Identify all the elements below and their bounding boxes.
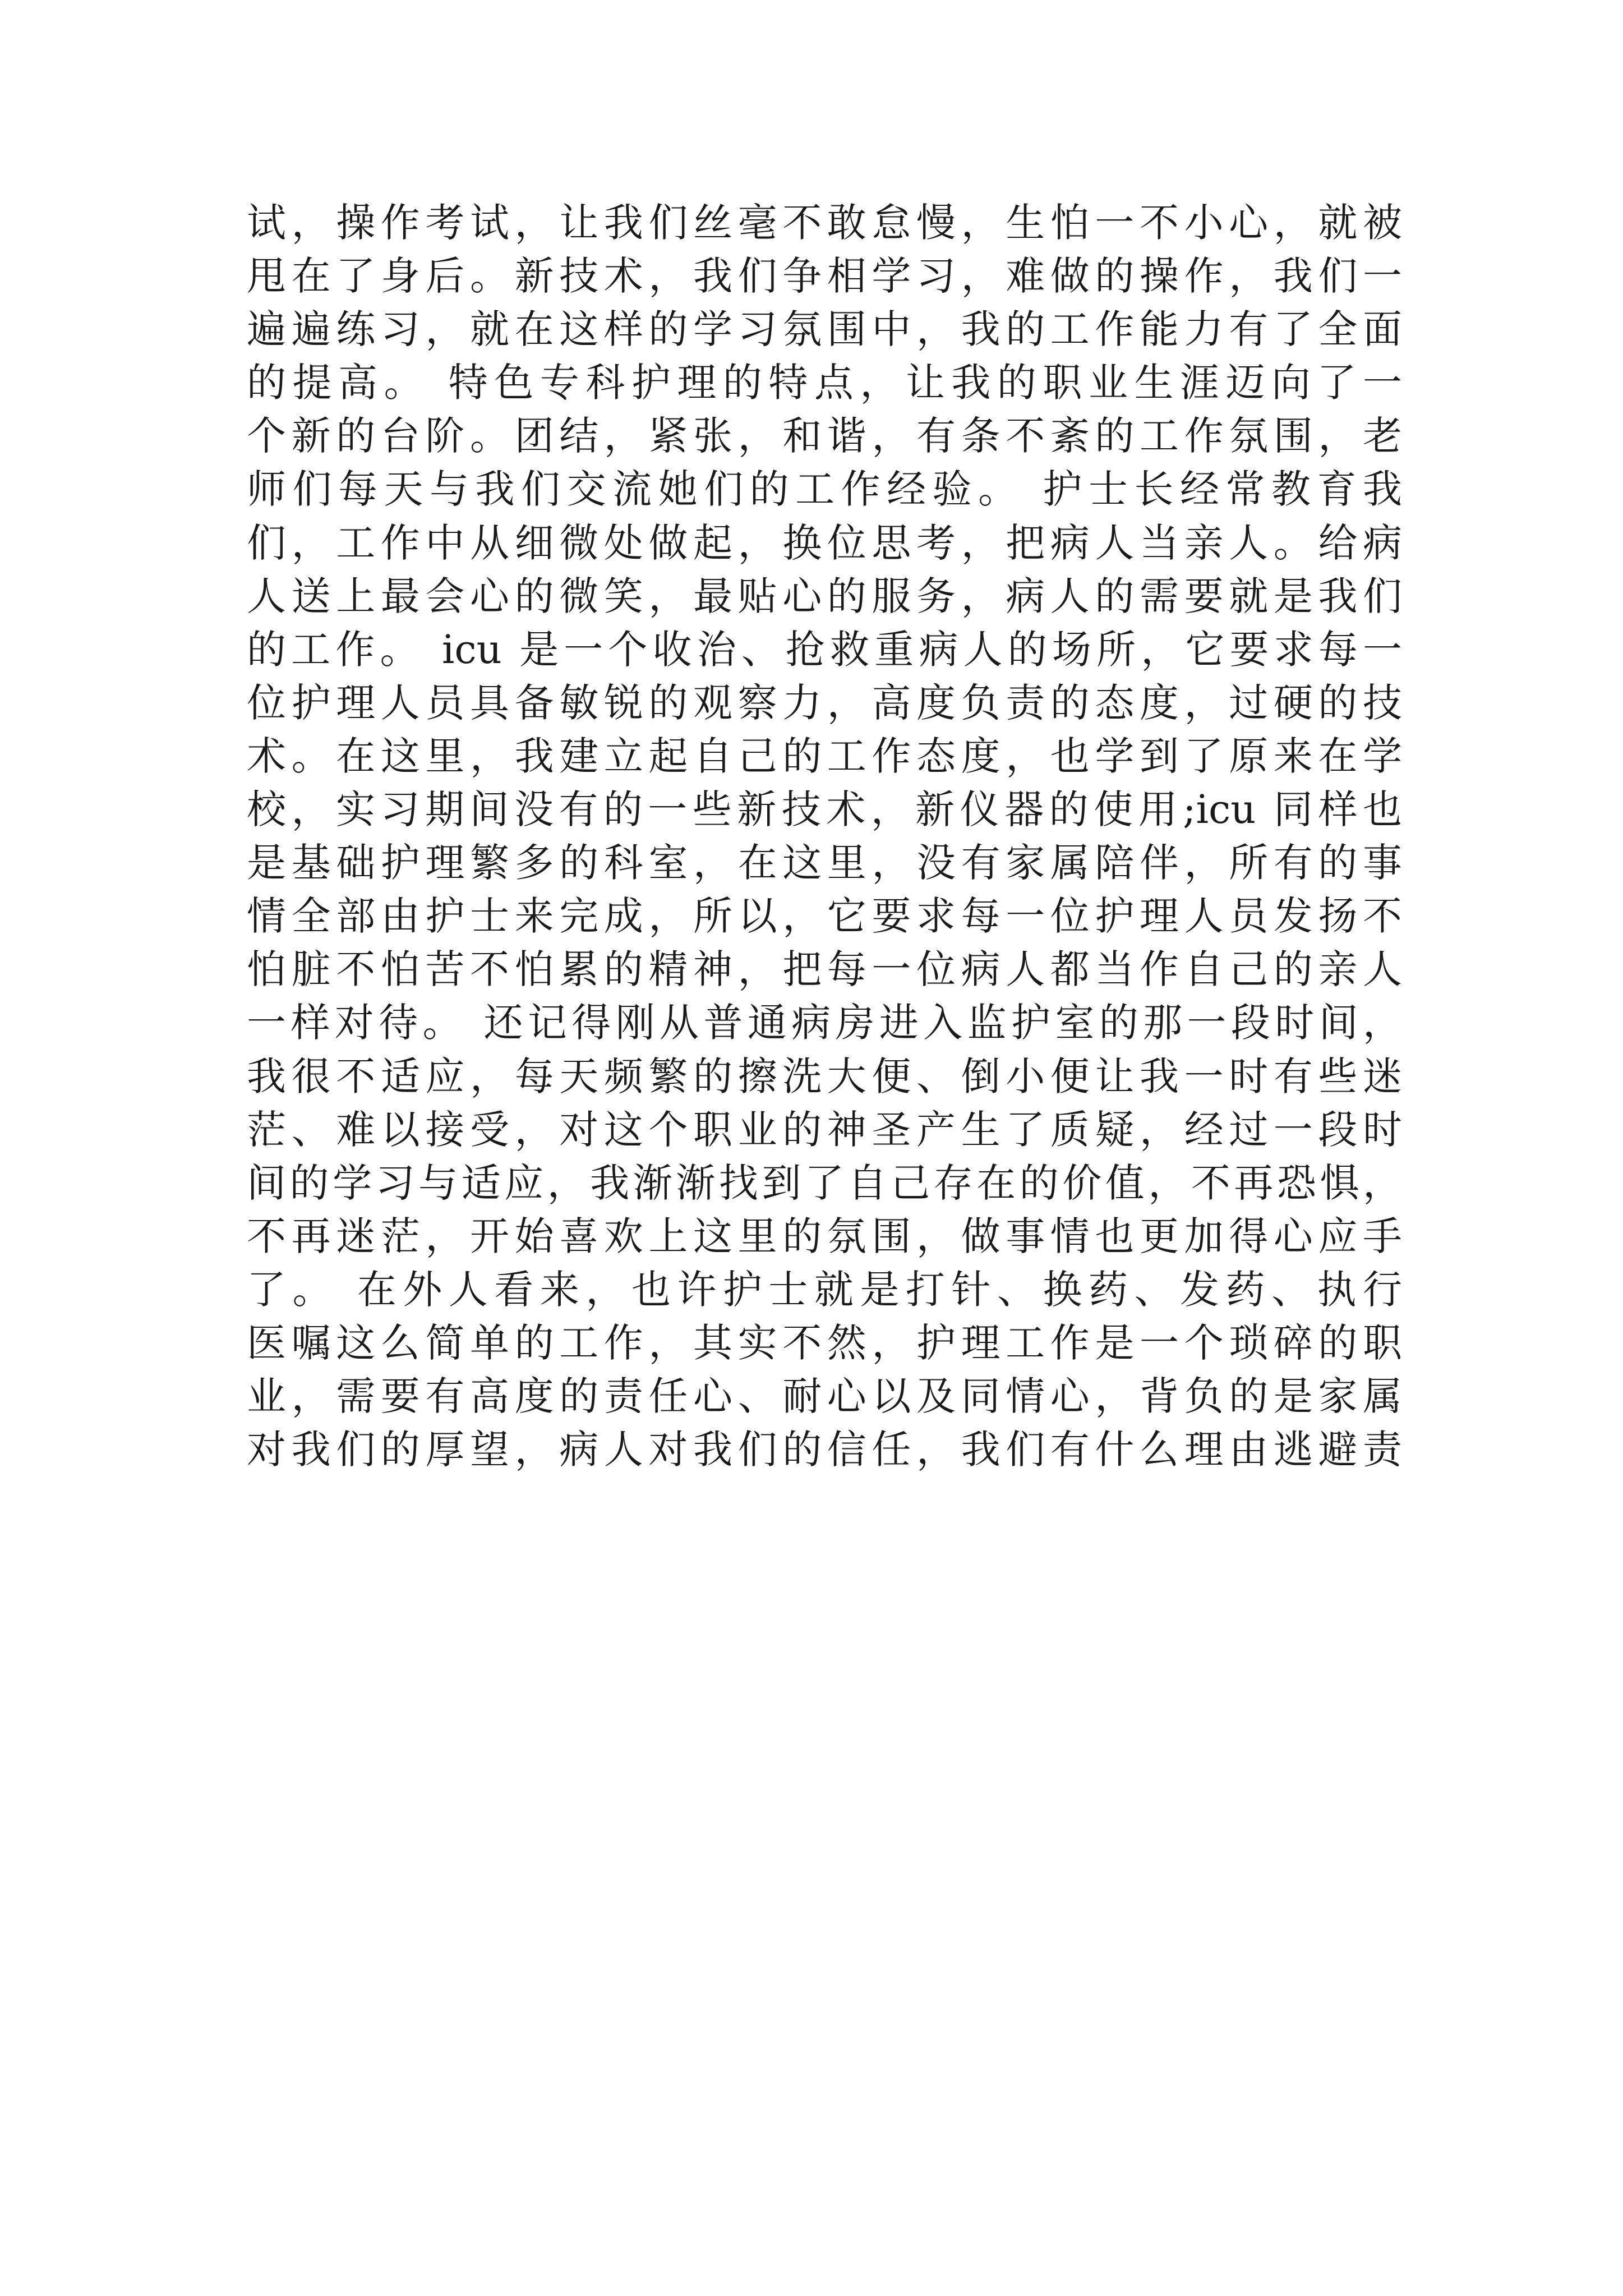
text-line-24: 对我们的厚望，病人对我们的信任，我们有什么理由逃避责 xyxy=(247,1427,1402,1473)
text-line-13: 是基础护理繁多的科室，在这里，没有家属陪伴，所有的事 xyxy=(247,840,1402,886)
text-line-14: 情全部由护士来完成，所以，它要求每一位护理人员发扬不 xyxy=(247,893,1402,940)
text-line-15: 怕脏不怕苦不怕累的精神，把每一位病人都当作自己的亲人 xyxy=(247,946,1402,993)
text-line-12: 校，实习期间没有的一些新技术，新仪器的使用;icu 同样也 xyxy=(247,786,1402,833)
text-line-9: 的工作。 icu 是一个收治、抢救重病人的场所，它要求每一 xyxy=(247,626,1402,673)
text-line-6: 师们每天与我们交流她们的工作经验。 护士长经常教育我 xyxy=(247,466,1402,513)
text-line-20: 不再迷茫，开始喜欢上这里的氛围，做事情也更加得心应手 xyxy=(247,1213,1402,1259)
text-line-1: 试，操作考试，让我们丝毫不敢怠慢，生怕一不小心，就被 xyxy=(247,200,1402,246)
text-line-4: 的提高。 特色专科护理的特点，让我的职业生涯迈向了一 xyxy=(247,360,1402,406)
text-line-11: 术。在这里，我建立起自己的工作态度，也学到了原来在学 xyxy=(247,733,1402,779)
text-line-17: 我很不适应，每天频繁的擦洗大便、倒小便让我一时有些迷 xyxy=(247,1053,1402,1099)
text-line-22: 医嘱这么简单的工作，其实不然，护理工作是一个琐碎的职 xyxy=(247,1319,1402,1366)
text-line-23: 业，需要有高度的责任心、耐心以及同情心，背负的是家属 xyxy=(247,1373,1402,1420)
text-line-7: 们，工作中从细微处做起，换位思考，把病人当亲人。给病 xyxy=(247,519,1402,566)
text-line-19: 间的学习与适应，我渐渐找到了自己存在的价值，不再恐惧， xyxy=(247,1159,1402,1206)
text-line-5: 个新的台阶。团结，紧张，和谐，有条不紊的工作氛围，老 xyxy=(247,413,1402,459)
text-line-21: 了。 在外人看来，也许护士就是打针、换药、发药、执行 xyxy=(247,1266,1402,1313)
text-line-2: 甩在了身后。新技术，我们争相学习，难做的操作，我们一 xyxy=(247,253,1402,300)
text-line-3: 遍遍练习，就在这样的学习氛围中，我的工作能力有了全面 xyxy=(247,306,1402,353)
text-line-16: 一样对待。 还记得刚从普通病房进入监护室的那一段时间， xyxy=(247,1000,1402,1046)
text-line-10: 位护理人员具备敏锐的观察力，高度负责的态度，过硬的技 xyxy=(247,679,1402,726)
text-line-18: 茫、难以接受，对这个职业的神圣产生了质疑，经过一段时 xyxy=(247,1106,1402,1153)
text-line-8: 人送上最会心的微笑，最贴心的服务，病人的需要就是我们 xyxy=(247,573,1402,619)
body-text xyxy=(247,196,1402,1476)
